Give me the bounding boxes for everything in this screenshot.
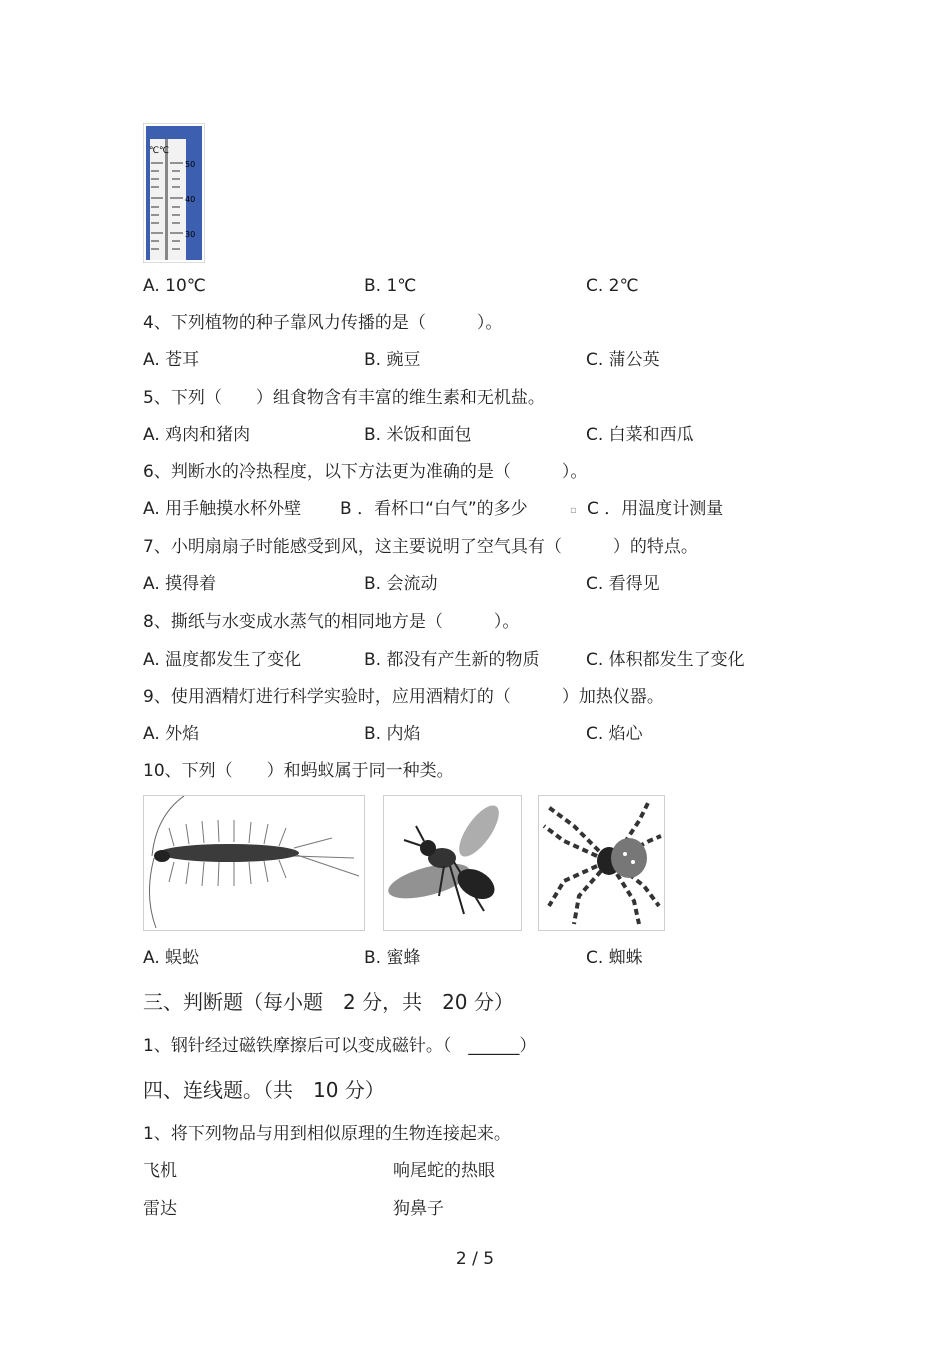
q5-question: 5、下列（ ）组食物含有丰富的维生素和无机盐。 bbox=[143, 388, 545, 408]
q6-option-c: C ．用温度计测量 bbox=[587, 499, 724, 519]
q7-question: 7、小明扇扇子时能感受到风，这主要说明了空气具有（ ）的特点。 bbox=[143, 537, 698, 557]
q5-option-a: A. 鸡肉和猪肉 bbox=[143, 425, 251, 445]
q8-option-b: B. 都没有产生新的物质 bbox=[364, 650, 540, 670]
q10-option-a: A. 蜈蚣 bbox=[143, 948, 200, 968]
q9-option-c: C. 焰心 bbox=[586, 724, 643, 744]
q9-option-a: A. 外焰 bbox=[143, 724, 200, 744]
q4-question: 4、下列植物的种子靠风力传播的是（ ）。 bbox=[143, 313, 503, 333]
page-number: 2 / 5 bbox=[455, 1249, 495, 1269]
thermo-unit-right: ℃ bbox=[159, 146, 170, 156]
match-left-item: 雷达 bbox=[143, 1199, 177, 1219]
match-left-item: 飞机 bbox=[143, 1161, 177, 1181]
section3-q1: 1、钢针经过磁铁摩擦后可以变成磁针。（ ______） bbox=[143, 1036, 537, 1056]
thermometer-image bbox=[143, 123, 205, 263]
thermo-tick-40: 40 bbox=[185, 195, 196, 204]
q3-option-a: A. 10℃ bbox=[143, 276, 206, 296]
q9-option-b: B. 内焰 bbox=[364, 724, 421, 744]
q7-option-c: C. 看得见 bbox=[586, 574, 660, 594]
bee-image bbox=[383, 795, 522, 931]
match-right-item: 狗鼻子 bbox=[393, 1199, 444, 1219]
q6-option-a: A. 用手触摸水杯外壁 bbox=[143, 499, 302, 519]
q7-option-b: B. 会流动 bbox=[364, 574, 438, 594]
q8-question: 8、撕纸与水变成水蒸气的相同地方是（ ）。 bbox=[143, 612, 520, 632]
q10-option-b: B. 蜜蜂 bbox=[364, 948, 421, 968]
thermo-tick-50: 50 bbox=[185, 160, 196, 169]
spider-image bbox=[538, 795, 665, 931]
q4-option-a: A. 苍耳 bbox=[143, 350, 200, 370]
q4-option-c: C. 蒲公英 bbox=[586, 350, 660, 370]
centipede-image bbox=[143, 795, 365, 931]
q4-option-b: B. 豌豆 bbox=[364, 350, 421, 370]
section4-title: 四、连线题。（共 10 分） bbox=[143, 1078, 385, 1102]
q8-option-c: C. 体积都发生了变化 bbox=[586, 650, 745, 670]
match-right-item: 响尾蛇的热眼 bbox=[393, 1161, 495, 1181]
q6-question: 6、判断水的冷热程度，以下方法更为准确的是（ ）。 bbox=[143, 462, 588, 482]
q6-option-b: B ．看杯口“白气”的多少 bbox=[340, 499, 528, 519]
q9-question: 9、使用酒精灯进行科学实验时，应用酒精灯的（ ）加热仪器。 bbox=[143, 687, 664, 707]
section3-title: 三、判断题（每小题 2 分，共 20 分） bbox=[143, 990, 514, 1014]
section4-q1: 1、将下列物品与用到相似原理的生物连接起来。 bbox=[143, 1124, 511, 1144]
q7-option-a: A. 摸得着 bbox=[143, 574, 217, 594]
thermo-unit-left: ℃ bbox=[149, 146, 160, 156]
q5-option-b: B. 米饭和面包 bbox=[364, 425, 472, 445]
thermo-tick-30: 30 bbox=[185, 230, 196, 239]
q8-option-a: A. 温度都发生了变化 bbox=[143, 650, 302, 670]
q10-option-c: C. 蜘蛛 bbox=[586, 948, 643, 968]
q5-option-c: C. 白菜和西瓜 bbox=[586, 425, 694, 445]
q3-option-b: B. 1℃ bbox=[364, 276, 417, 296]
q6-marker: ▫ bbox=[570, 505, 577, 516]
q3-option-c: C. 2℃ bbox=[586, 276, 639, 296]
q10-question: 10、下列（ ）和蚂蚁属于同一种类。 bbox=[143, 761, 454, 781]
